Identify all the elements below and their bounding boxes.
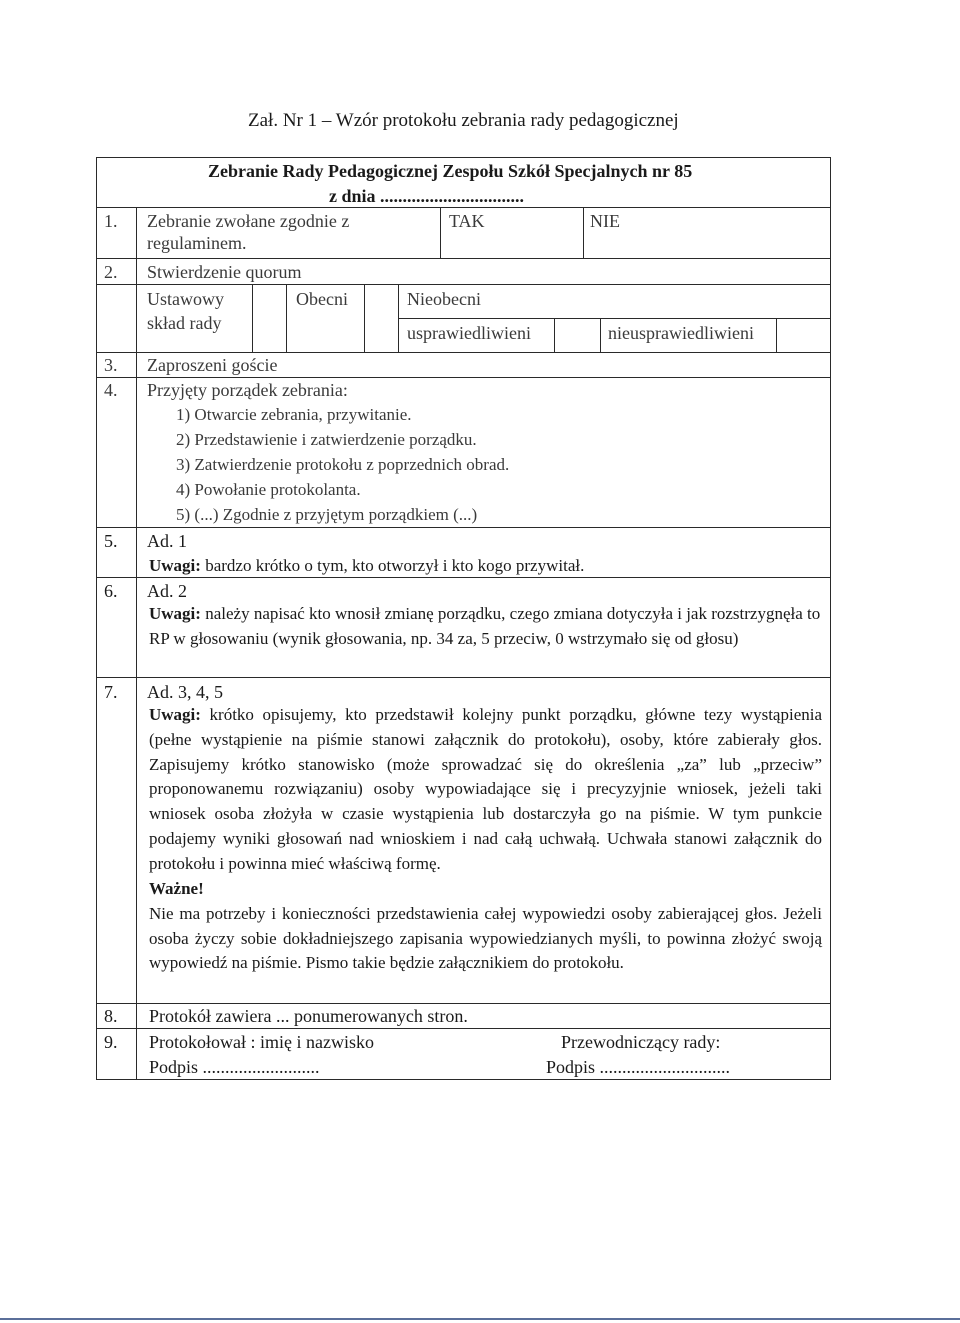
chair-label: Przewodniczący rady: xyxy=(561,1032,721,1052)
remark-paragraph xyxy=(149,602,822,652)
remark-line xyxy=(149,557,584,574)
remark-text: należy napisać kto wnosił zmianę porządku, czego zmiana dotyczyła i jak rozstrzygnęła to RP w głosowaniu (wynik głosowania, np. 34 za, 5 przeciw, 0 wstrzymało się od głosu) xyxy=(149,604,821,648)
row-divider xyxy=(96,207,831,208)
statutory-label-line2: skład rady xyxy=(147,313,222,333)
number-column-divider xyxy=(136,207,137,1080)
ad-label: Ad. 2 xyxy=(147,581,187,601)
row1-divider-yes xyxy=(440,207,441,258)
row-number: 4. xyxy=(104,380,118,400)
remark-text: bardzo krótko o tym, kto otworzył i kto kogo przywitał. xyxy=(205,556,585,575)
row-number: 9. xyxy=(104,1032,118,1052)
row-divider xyxy=(96,377,831,378)
convened-text-line1: Zebranie zwołane zgodnie z xyxy=(147,211,350,231)
quorum-text: Stwierdzenie quorum xyxy=(147,262,302,282)
row-divider xyxy=(96,527,831,528)
quorum-divider-6 xyxy=(600,318,601,352)
row-number: 1. xyxy=(104,211,118,231)
row-divider xyxy=(96,284,831,285)
table-border-top xyxy=(96,157,831,158)
row-divider xyxy=(96,352,831,353)
quorum-divider-7 xyxy=(776,318,777,352)
agenda-item: 2) Przedstawienie i zatwierdzenie porządku. xyxy=(176,430,477,449)
row-divider xyxy=(96,577,831,578)
row-divider xyxy=(96,258,831,259)
scan-edge-line xyxy=(0,1318,960,1320)
unexcused-label: nieusprawiedliwieni xyxy=(608,323,754,343)
quorum-divider-3 xyxy=(364,284,365,352)
remark-text: krótko opisujemy, kto przedstawił kolejny punkt porządku, główne tezy wystąpienia (pełne wystąpienie na piśmie stanowi załącznik do protokołu), osoby, które zabierały głos. Zapisujemy krótko stanowisko (może sprowadzać się do określenia „za” lub „przeciw” proponowanemu rozwiązaniu) osoby wypowiadające się i precyzyjnie wniosek, jeżeli taki wniosek osoba złożyła w czasie wystąpienia lub dostarczyła go na piśmie. W tym punkcie podajemy wyniki głosowań nad wnioskiem i nad całą uchwałą. Uchwała stanowi załącznik do protokołu i powinna mieć właściwą formę. xyxy=(149,705,823,873)
chair-signature-line: Podpis ............................. xyxy=(546,1057,731,1077)
pages-text: Protokół zawiera ... ponumerowanych stron. xyxy=(149,1006,468,1026)
agenda-item: 4) Powołanie protokolanta. xyxy=(176,480,361,499)
present-label: Obecni xyxy=(296,289,348,309)
row-number: 3. xyxy=(104,355,118,375)
quorum-subrow-divider xyxy=(398,318,831,319)
no-label: NIE xyxy=(590,211,620,231)
convened-text-line2: regulaminem. xyxy=(147,233,247,253)
remark-label: Uwagi: xyxy=(149,604,201,623)
important-paragraph xyxy=(149,877,822,976)
recorder-label: Protokołował : imię i nazwisko xyxy=(149,1032,374,1052)
agenda-item: 5) (...) Zgodnie z przyjętym porządkiem (...) xyxy=(176,505,478,524)
agenda-item: 1) Otwarcie zebrania, przywitanie. xyxy=(176,405,412,424)
remark-label: Uwagi: xyxy=(149,556,201,575)
agenda-heading: Przyjęty porządek zebrania: xyxy=(147,380,348,400)
row-number: 7. xyxy=(104,682,118,702)
yes-label: TAK xyxy=(449,211,485,231)
table-border-right xyxy=(830,157,831,1080)
remark-label: Uwagi: xyxy=(149,705,201,724)
agenda-item: 3) Zatwierdzenie protokołu z poprzednich obrad. xyxy=(176,455,510,474)
row-divider xyxy=(96,1003,831,1004)
row1-divider-no xyxy=(583,207,584,258)
quorum-divider-1 xyxy=(252,284,253,352)
row-number: 2. xyxy=(104,262,118,282)
row-divider xyxy=(96,677,831,678)
row-divider xyxy=(96,1028,831,1029)
remark-paragraph xyxy=(149,703,822,877)
attachment-title: Zał. Nr 1 – Wzór protokołu zebrania rady pedagogicznej xyxy=(248,110,679,131)
row-number: 8. xyxy=(104,1006,118,1026)
important-text: Nie ma potrzeby i konieczności przedstawienia całej wypowiedzi osoby zabierającej głos. Jeżeli osoba życzy sobie dokładniejszego zapisania wypowiedzianych myśli, to powinna złożyć swoją wypowiedź na piśmie. Pismo takie będzie załącznikiem do protokołu. xyxy=(149,903,822,973)
important-label: Ważne! xyxy=(149,879,204,898)
quorum-divider-5 xyxy=(554,318,555,352)
table-border-left xyxy=(96,157,97,1080)
absent-label: Nieobecni xyxy=(407,289,481,309)
row-number: 6. xyxy=(104,581,118,601)
recorder-signature-line: Podpis .......................... xyxy=(149,1057,320,1077)
guests-text: Zaproszeni goście xyxy=(147,355,278,375)
ad-label: Ad. 1 xyxy=(147,531,187,551)
row-number: 5. xyxy=(104,531,118,551)
meeting-date-line: z dnia ................................ xyxy=(329,186,525,206)
quorum-divider-2 xyxy=(286,284,287,352)
ad-label: Ad. 3, 4, 5 xyxy=(147,682,223,702)
table-border-bottom xyxy=(96,1079,831,1080)
statutory-label-line1: Ustawowy xyxy=(147,289,224,309)
meeting-title: Zebranie Rady Pedagogicznej Zespołu Szkół Specjalnych nr 85 xyxy=(208,161,693,181)
excused-label: usprawiedliwieni xyxy=(407,323,531,343)
